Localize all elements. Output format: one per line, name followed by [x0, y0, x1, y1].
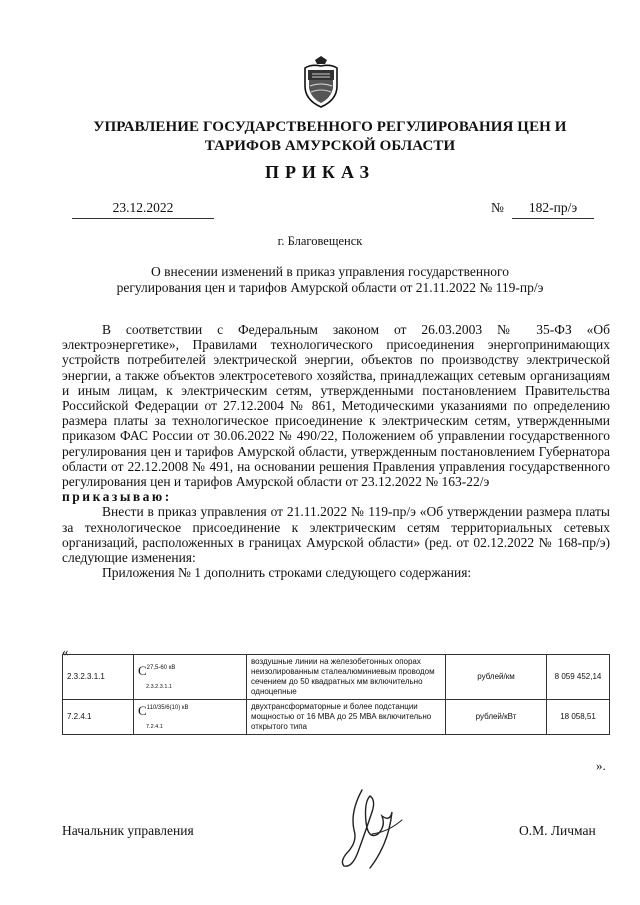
order-subject-line2: регулирования цен и тарифов Амурской области от 21.11.2022 № 119-пр/э	[116, 280, 544, 295]
signatory-name: О.М. Личман	[519, 823, 596, 838]
document-type-title: ПРИКАЗ	[264, 162, 376, 182]
organization-name	[60, 118, 600, 156]
order-number: 182-пр/э	[512, 200, 594, 219]
order-subject-line1: О внесении изменений в приказ управления государственного	[150, 264, 510, 279]
coat-of-arms-icon	[301, 56, 341, 108]
row-formula: $C^{110/35/6(10) кВ}$ $_{7.2.4.1}$	[134, 700, 247, 735]
preamble-paragraph: В соответствии с Федеральным законом от 26.03.2003 № 35-ФЗ «Об электроэнергетике», Правилами технологического присоединения энергопринимающих устройств потребителей электрической энергии, объектов по производству электрической энергии, а также объектов электросетевого хозяйства, принадлежащих сетевым организациям и иным лицам, к электрическим сетям, утвержденными постановлением Правительства Российской Федерации от 27.12.2004 № 861, Методическими указаниями по определению размера платы за технологическое присоединение к электрическим сетям, утвержденными приказом ФАС России от 30.06.2022 № 490/22, Положением об управлении государственного регулирования цен и тарифов Амурской области, утвержденным постановлением Губернатора области от 22.12.2008 № 491, на основании решения Правления управления государственного регулирования цен и тарифов Амурской области от 23.12.2022 № 163-22/э	[62, 322, 610, 490]
row-description: воздушные линии на железобетонных опорах неизолированным сталеалюминиевым проводом сечением до 50 квадратных мм включительно одноцепные	[247, 655, 446, 700]
table-row	[63, 655, 610, 700]
tariff-table	[62, 654, 610, 735]
row-code: 7.2.4.1	[63, 700, 134, 735]
row-value: 8 059 452,14	[547, 655, 610, 700]
organization-name-line2: ТАРИФОВ АМУРСКОЙ ОБЛАСТИ	[204, 138, 456, 154]
quote-open: «	[62, 644, 69, 659]
order-item-1: Внести в приказ управления от 21.11.2022 № 119-пр/э «Об утверждении размера платы за технологическое присоединение к электрическим сетям территориальных сетевых организаций, расположенных в границах Амурской области» (ред. от 02.12.2022 № 168-пр/э) следующие изменения:	[62, 504, 610, 566]
order-item-2: Приложения № 1 дополнить строками следующего содержания:	[102, 565, 472, 581]
signatory-title: Начальник управления	[62, 823, 194, 838]
number-sign: №	[491, 200, 504, 215]
order-date: 23.12.2022	[72, 200, 214, 219]
row-unit: рублей/км	[446, 655, 547, 700]
row-description: двухтрансформаторные и более подстанции мощностью от 16 МВА до 25 МВА включительно открытого типа	[247, 700, 446, 735]
order-subject	[80, 264, 580, 296]
row-unit: рублей/кВт	[446, 700, 547, 735]
row-value: 18 058,51	[547, 700, 610, 735]
handwritten-signature-icon	[332, 782, 408, 872]
row-code: 2.3.2.3.1.1	[63, 655, 134, 700]
quote-close: ».	[596, 758, 606, 773]
city: г. Благовещенск	[277, 234, 363, 248]
order-word: приказываю:	[62, 489, 172, 505]
row-formula: $C^{27,5-60 кВ}$ $_{2.3.2.3.1.1}$	[134, 655, 247, 700]
order-body	[62, 322, 610, 580]
organization-name-line1: УПРАВЛЕНИЕ ГОСУДАРСТВЕННОГО РЕГУЛИРОВАНИЯ ЦЕН И	[93, 119, 567, 135]
table-row	[63, 700, 610, 735]
